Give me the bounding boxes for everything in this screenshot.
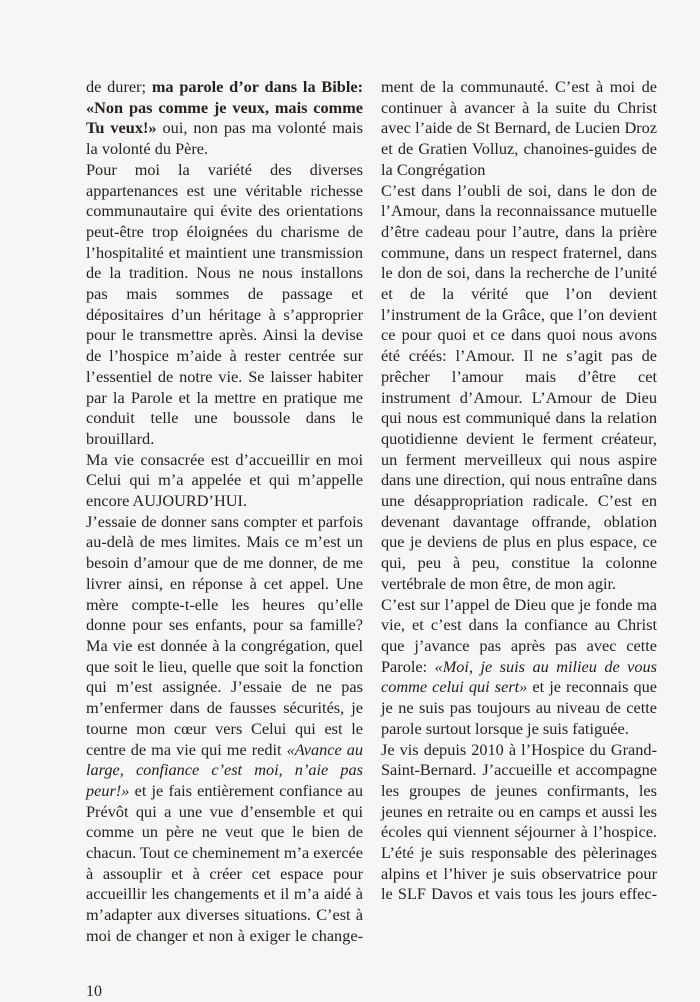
paragraph (86, 160, 363, 450)
page-number: 10 (86, 983, 102, 1000)
text-run: ment de la communauté. C’est à moi de continuer à avancer à la suite du Christ avec l’aide de St Bernard, de Lucien Droz et de Gratien Volluz, chanoines-guides de la Congrégation (381, 77, 657, 179)
text-run: de durer; (86, 77, 152, 96)
text-run: et je reconnais que je ne suis pas toujours au niveau de cette parole surtout lorsque je suis fatiguée. (381, 677, 657, 738)
bold-text: ma parole d’or dans la Bible: «Non pas comme je veux, mais comme Tu veux!» (86, 77, 364, 138)
paragraph (381, 181, 657, 595)
italic-quote: «Moi, je suis au milieu de vous comme celui qui sert» (381, 656, 658, 697)
column-gutter (371, 80, 372, 960)
text-run: C’est sur l’appel de Dieu que je fonde ma vie, et c’est dans la confiance au Christ que j’avance pas après pas avec cette Parole: (381, 594, 657, 676)
paragraph (381, 77, 657, 181)
text-run: C’est dans l’oubli de soi, dans le don de l’Amour, dans la reconnaissance mutuelle d’être cadeau pour l’autre, dans la prière commune, dans un respect fraternel, dans le don de soi, dans la recherche de l’unité et de la vérité que l’on devient l’instrument de la Grâce, que l’on devient ce pour quoi et ce dans quoi nous avons été créés: l’Amour. Il ne s’agit pas de prêcher l’amour mais d’être cet instrument d’Amour. L’Amour de Dieu qui nous est communiqué dans la relation quotidienne devient le ferment créateur, un ferment merveilleux qui nous aspire dans une direction, qui nous entraîne dans une désappropriation radicale. C’est en devenant davantage offrande, oblation que je deviens de plus en plus espace, ce qui, peu à peu, constitue la colonne vertébrale de mon être, de mon agir. (381, 180, 657, 593)
paragraph (86, 450, 363, 512)
text-run: Pour moi la variété des diverses appartenances est une véritable richesse communautaire qui évite des orientations peut-être trop éloignées du charisme de l’hospitalité et maintient une transmission de la tradition. Nous ne nous installons pas mais sommes de passage et dépositaires d’un héritage à s’approprier pour le transmettre après. Ainsi la devise de l’hospice m’aide à rester centrée sur l’essentiel de notre vie. Se laisser habiter par la Parole et la mettre en pratique me conduit telle une boussole dans le brouillard. (86, 159, 363, 448)
paragraph (381, 595, 657, 740)
italic-quote: «Avance au large, confiance c’est moi, n’aie pas peur!» (86, 739, 364, 800)
text-run: Je vis depuis 2010 à l’Hospice du Grand-Saint-Bernard. J’accueille et accompagne les groupes de jeunes confirmants, les jeunes en retraite ou en camps et aussi les écoles qui viennent séjourner à l’hospice. L’été je suis responsable des pèlerinages alpins et l’hiver je suis observatrice pour le SLF Davos et vais tous les jours effec- (381, 739, 657, 904)
text-run: et je fais entièrement confiance au Prévôt qui a une vue d’ensemble et qui comme un père ne veut que le bien de chacun. Tout ce cheminement m’a exercée à assouplir et à créer cet espace pour accueillir les changements et il m’a aidé à m’adapter aux diverses situations. C’est à moi de changer et non à exiger le change- (86, 780, 364, 945)
left-text-column (86, 77, 363, 947)
paragraph (86, 512, 363, 947)
paragraph (86, 77, 363, 160)
text-run: J’essaie de donner sans compter et parfois au-delà de mes limites. Mais ce m’est un besoin d’amour que de me donner, de me livrer ainsi, en réponse à cet appel. Une mère compte-t-elle les heures qu’elle donne pour ses enfants, pour sa famille? Ma vie est donnée à la congrégation, quel que soit le lieu, quelle que soit la fonction qui m’est assignée. J’essaie de ne pas m’enfermer dans de fausses sécurités, je tourne mon cœur vers Celui qui est le centre de ma vie qui me redit (86, 511, 363, 759)
text-run: oui, non pas ma volonté mais la volonté du Père. (86, 118, 363, 159)
paragraph (381, 740, 657, 906)
right-text-column (381, 77, 657, 905)
text-run: Ma vie consacrée est d’accueillir en moi Celui qui m’a appelée et qui m’appelle encore AUJOURD’HUI. (86, 449, 363, 511)
